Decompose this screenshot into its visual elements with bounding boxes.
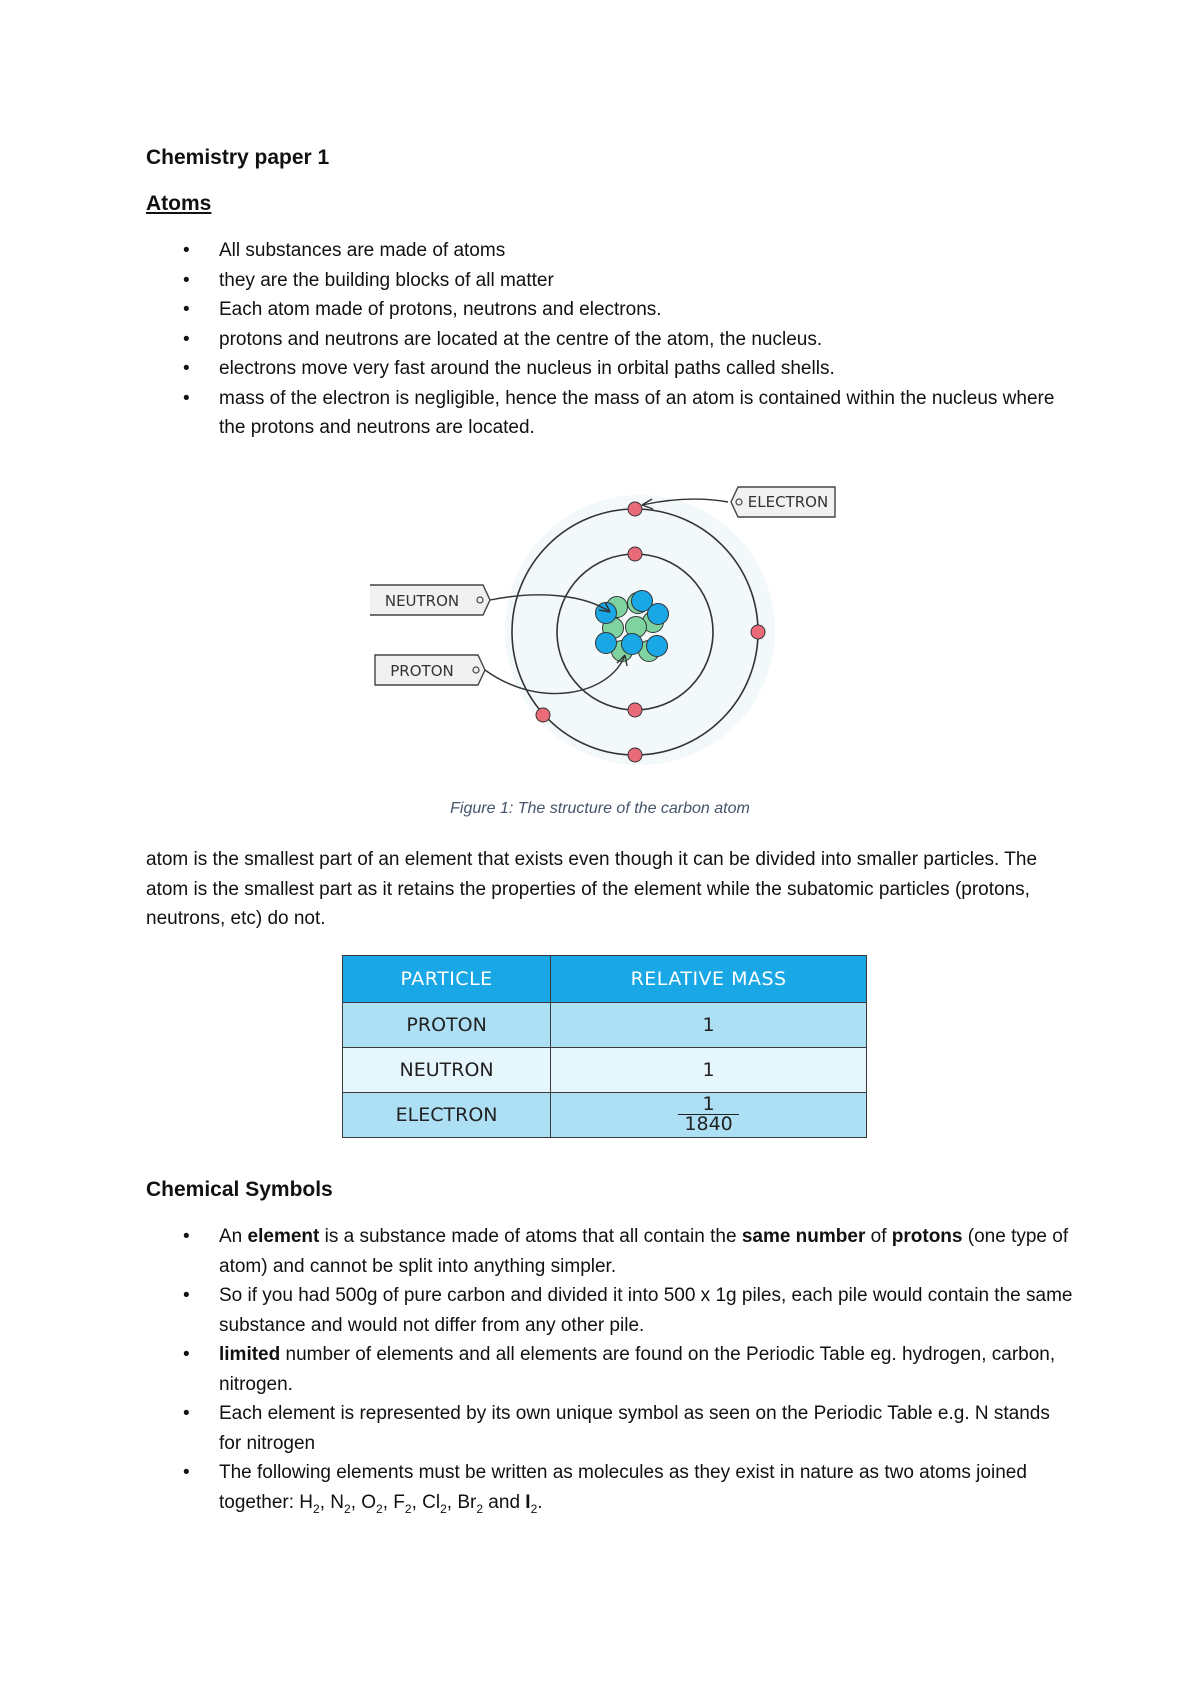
bold-term-element: element [247,1226,320,1247]
separator: , [411,1491,423,1513]
atoms-heading: Atoms [146,192,212,215]
atom-definition-paragraph: atom is the smallest part of an element that exists even though it can be divided into smaller particles. The atom is the smallest part as it retains the properties of the element while the subatomic particles (protons, neutrons, etc) do not. [146,849,1038,929]
list-item: • protons and neutrons are located at the centre of the atom, the nucleus. [146,325,1076,355]
list-item: • mass of the electron is negligible, hence the mass of an atom is contained within the nucleus where the protons and neutrons are located. [146,384,1076,443]
subscript: 2 [440,1501,447,1516]
subscript: 2 [376,1501,383,1516]
cell-particle: PROTON [343,1003,551,1048]
fraction-numerator: 1 [678,1095,738,1115]
table-row [343,1048,867,1093]
list-item: • they are the building blocks of all matter [146,266,1076,296]
subscript: 2 [530,1501,538,1516]
proton-label-tag [375,655,485,685]
relative-mass-table [342,955,867,1138]
separator: , [382,1491,394,1513]
list-item [146,1340,1076,1399]
list-item: • electrons move very fast around the nucleus in orbital paths called shells. [146,354,1076,384]
text-run: An [219,1226,248,1247]
period: . [537,1491,543,1513]
symbol-i: I [525,1491,531,1513]
cell-particle: ELECTRON [343,1093,551,1138]
list-item [146,1458,1076,1524]
subscript: 2 [476,1501,484,1516]
subscript: 2 [344,1501,351,1516]
carbon-atom-diagram [370,455,870,780]
electron-label: ELECTRON [747,493,829,511]
table-row [343,1003,867,1048]
list-item: • Each element is represented by its own unique symbol as seen on the Periodic Table e.g. N stands for nitrogen [146,1399,1076,1458]
atoms-bullet-list [146,236,1076,443]
separator: , [446,1491,458,1513]
text-run: is a substance made of atoms that all contain the [319,1226,742,1247]
neutron-label: NEUTRON [384,592,460,610]
conjunction: and [483,1491,526,1513]
header-particle: PARTICLE [343,956,551,1003]
cell-mass-fraction [551,1093,867,1138]
fraction [678,1095,738,1134]
header-relative-mass: RELATIVE MASS [551,956,867,1003]
subscript: 2 [404,1501,412,1516]
subscript: 2 [313,1501,320,1516]
table-header-row [343,956,867,1003]
bold-term-limited: limited [219,1344,281,1365]
symbol-f: F [393,1491,405,1513]
bold-term-same-number: same number [741,1226,866,1247]
proton-label: PROTON [390,662,454,680]
figure-caption: Figure 1: The structure of the carbon atom [450,800,750,817]
fraction-denominator: 1840 [684,1113,733,1135]
list-item: • All substances are made of atoms [146,236,1076,266]
chemical-symbols-heading: Chemical Symbols [146,1178,333,1201]
symbol-cl: Cl [422,1491,441,1513]
separator: , [350,1491,362,1513]
table-row [343,1093,867,1138]
symbols-bullet-list [146,1222,1076,1524]
cell-mass: 1 [551,1048,867,1093]
separator: , [319,1491,331,1513]
text-run: number of elements and all elements are found on the Periodic Table eg. hydrogen, carbon, nitrogen. [219,1344,1056,1395]
symbol-br: Br [457,1491,477,1513]
cell-particle: NEUTRON [343,1048,551,1093]
text-run: (one type of atom) and cannot be split into anything simpler. [219,1226,1069,1277]
list-item: • Each atom made of protons, neutrons and electrons. [146,295,1076,325]
list-item [146,1222,1076,1281]
bold-term-protons: protons [891,1226,963,1247]
electron-label-tag [731,487,835,517]
symbol-h: H [299,1491,314,1513]
text-run: of [865,1226,892,1247]
neutron-label-tag [370,585,490,615]
symbol-n: N [330,1491,344,1513]
list-item: • So if you had 500g of pure carbon and divided it into 500 x 1g piles, each pile would contain the same substance and would not differ from any other pile. [146,1281,1076,1340]
cell-mass: 1 [551,1003,867,1048]
document-title: Chemistry paper 1 [146,146,330,169]
text-run: The following elements must be written as molecules as they exist in nature as two atoms joined together: [219,1462,1027,1513]
symbol-o: O [361,1491,377,1513]
